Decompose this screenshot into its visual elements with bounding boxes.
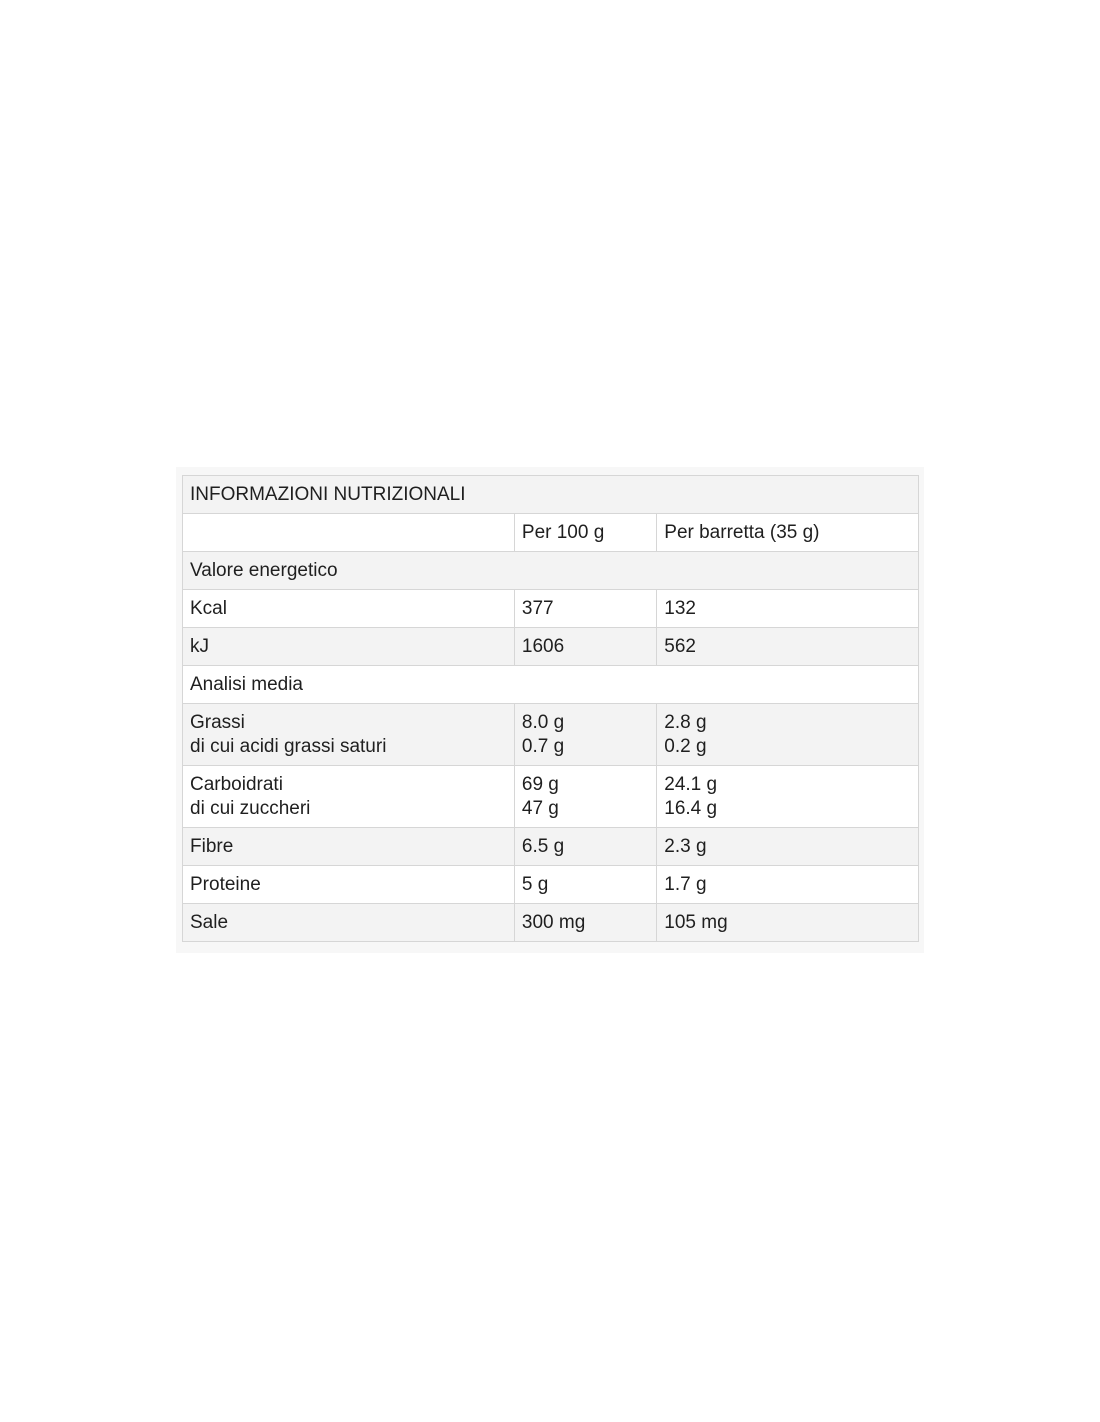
sugars-per-100g: 47 g	[521, 798, 559, 819]
table-title-row	[183, 476, 919, 514]
sugars-label: di cui zuccheri	[190, 798, 311, 819]
fat-per-bar: 2.8 g	[664, 712, 707, 733]
row-per-bar: 1.7 g	[657, 866, 919, 904]
table-row	[183, 828, 919, 866]
row-per-bar: 562	[657, 628, 919, 666]
row-label: Sale	[183, 904, 515, 942]
table-header-row	[183, 514, 919, 552]
carbs-label: Carboidrati	[190, 774, 283, 795]
row-per-100g	[514, 766, 656, 828]
section-row-analysis	[183, 666, 919, 704]
row-per-bar: 2.3 g	[657, 828, 919, 866]
header-empty-cell	[183, 514, 515, 552]
table-row	[183, 766, 919, 828]
row-per-bar: 105 mg	[657, 904, 919, 942]
section-analysis-label: Analisi media	[183, 666, 919, 704]
row-per-100g: 377	[514, 590, 656, 628]
sugars-per-bar: 16.4 g	[664, 798, 718, 819]
fat-per-100g: 8.0 g	[521, 712, 565, 733]
table-row	[183, 628, 919, 666]
header-per-bar: Per barretta (35 g)	[657, 514, 919, 552]
table-title: INFORMAZIONI NUTRIZIONALI	[183, 476, 919, 514]
row-per-100g: 5 g	[514, 866, 656, 904]
row-label: Kcal	[183, 590, 515, 628]
row-per-100g: 6.5 g	[514, 828, 656, 866]
row-per-bar	[657, 766, 919, 828]
saturated-fat-per-bar: 0.2 g	[664, 736, 707, 757]
table-row	[183, 590, 919, 628]
row-label	[183, 766, 515, 828]
row-per-100g: 1606	[514, 628, 656, 666]
row-per-100g	[514, 704, 656, 766]
section-energy-label: Valore energetico	[183, 552, 919, 590]
row-label: Proteine	[183, 866, 515, 904]
row-label: kJ	[183, 628, 515, 666]
table-row	[183, 704, 919, 766]
carbs-per-bar: 24.1 g	[664, 774, 718, 795]
section-row-energy	[183, 552, 919, 590]
saturated-fat-label: di cui acidi grassi saturi	[190, 736, 387, 757]
row-label: Fibre	[183, 828, 515, 866]
row-label	[183, 704, 515, 766]
nutrition-table	[182, 475, 919, 942]
fat-label: Grassi	[190, 712, 245, 733]
row-per-bar	[657, 704, 919, 766]
header-per-100g: Per 100 g	[514, 514, 656, 552]
row-per-bar: 132	[657, 590, 919, 628]
row-per-100g: 300 mg	[514, 904, 656, 942]
table-row	[183, 866, 919, 904]
saturated-fat-per-100g: 0.7 g	[521, 736, 565, 757]
table-row	[183, 904, 919, 942]
carbs-per-100g: 69 g	[521, 774, 559, 795]
